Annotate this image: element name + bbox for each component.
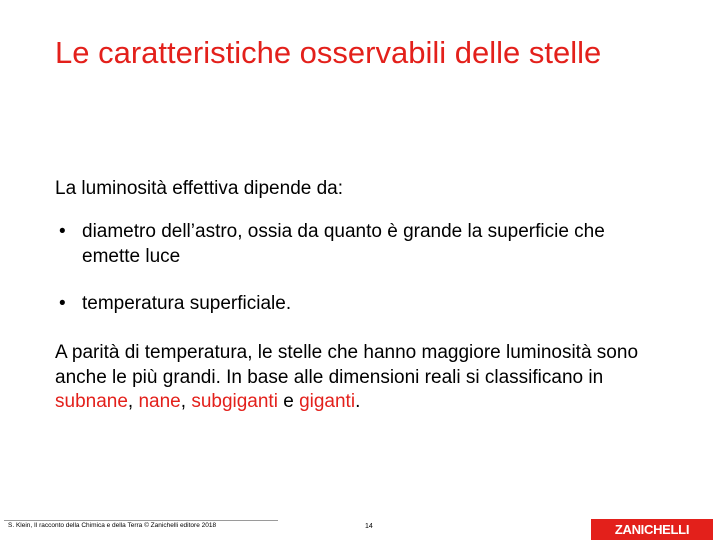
bullet-symbol: • [59,293,66,314]
term-subnane: subnane [55,391,128,412]
bullet-symbol: • [59,221,66,242]
separator: e [277,391,300,412]
slide-title: Le caratteristiche osservabili delle stelle [55,35,602,70]
bullet-text: temperatura superficiale. [82,293,292,314]
page-number: 14 [365,523,373,530]
bullet-list [55,219,655,338]
separator: , [180,391,192,412]
separator: , [127,391,139,412]
paragraph-text: A parità di temperatura, le stelle che hanno maggiore luminosità sono anche le più grandi. In base alle dimensioni reali si classificano in [55,342,639,388]
footer-divider [4,520,278,521]
bullet-item [55,291,655,316]
bullet-item [55,219,655,269]
paragraph-end: . [355,391,361,412]
intro-text: La luminosità effettiva dipende da: [55,178,344,199]
bullet-text: diametro dell’astro, ossia da quanto è grande la superficie che emette luce [82,221,605,267]
footer-credit: S. Klein, Il racconto della Chimica e della Terra © Zanichelli editore 2018 [8,522,217,529]
term-nane: nane [138,391,181,412]
zanichelli-logo: ZANICHELLI [591,519,713,540]
term-subgiganti: subgiganti [191,391,278,412]
term-giganti: giganti [299,391,356,412]
body-paragraph [55,341,675,415]
